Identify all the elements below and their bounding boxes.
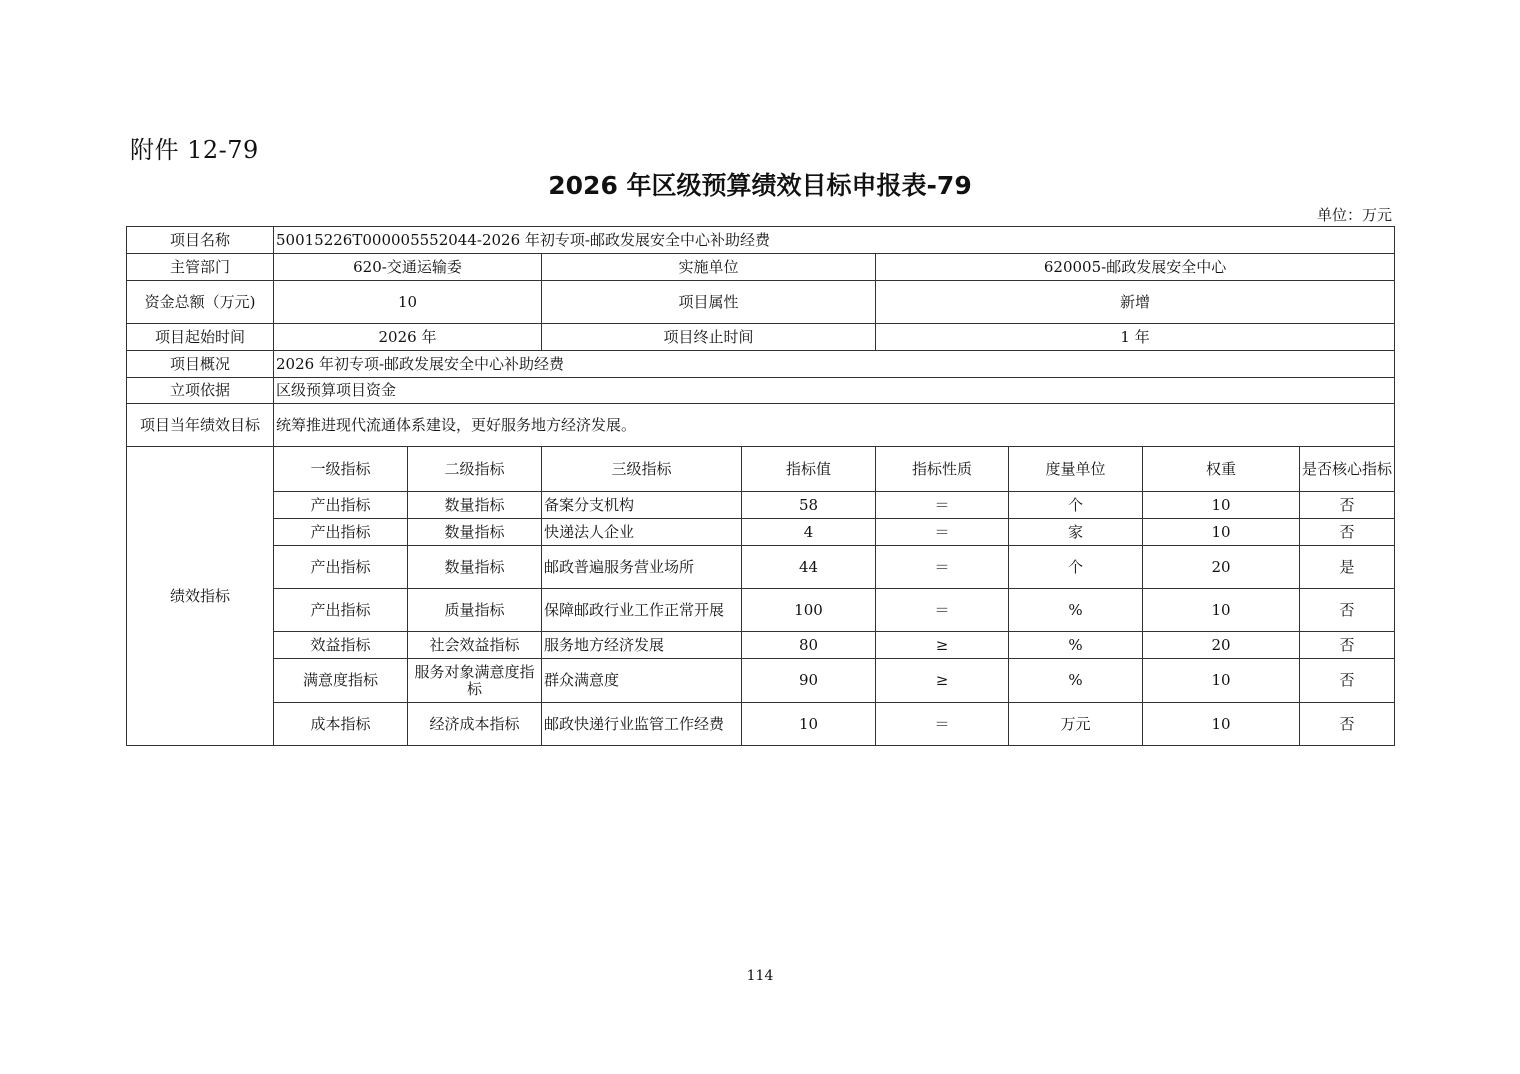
cell-nature: ≥ bbox=[876, 632, 1009, 659]
table-row bbox=[127, 519, 1395, 546]
goal-row bbox=[127, 404, 1395, 447]
overview-value: 2026 年初专项-邮政发展安全中心补助经费 bbox=[274, 351, 1395, 378]
cell-weight: 10 bbox=[1143, 703, 1300, 746]
cell-level2: 数量指标 bbox=[408, 519, 542, 546]
cell-nature: ＝ bbox=[876, 703, 1009, 746]
cell-level1: 满意度指标 bbox=[274, 659, 408, 703]
cell-nature: ＝ bbox=[876, 546, 1009, 589]
cell-core: 是 bbox=[1300, 546, 1395, 589]
end-value: 1 年 bbox=[876, 324, 1395, 351]
cell-value: 4 bbox=[742, 519, 876, 546]
cell-unit: % bbox=[1009, 632, 1143, 659]
project-name-value: 50015226T000005552044-2026 年初专项-邮政发展安全中心补助经费 bbox=[274, 227, 1395, 254]
indicator-header-row bbox=[127, 447, 1395, 492]
cell-unit: % bbox=[1009, 659, 1143, 703]
header-level2: 二级指标 bbox=[408, 447, 542, 492]
cell-level2: 社会效益指标 bbox=[408, 632, 542, 659]
cell-level3: 群众满意度 bbox=[542, 659, 742, 703]
performance-table bbox=[126, 226, 1395, 746]
fund-label: 资金总额（万元) bbox=[127, 281, 274, 324]
dept-label: 主管部门 bbox=[127, 254, 274, 281]
attr-value: 新增 bbox=[876, 281, 1395, 324]
cell-weight: 10 bbox=[1143, 589, 1300, 632]
page-number: 114 bbox=[746, 968, 774, 984]
basis-label: 立项依据 bbox=[127, 378, 274, 404]
cell-level1: 成本指标 bbox=[274, 703, 408, 746]
cell-value: 90 bbox=[742, 659, 876, 703]
table-row bbox=[127, 703, 1395, 746]
cell-level3: 服务地方经济发展 bbox=[542, 632, 742, 659]
cell-level1: 产出指标 bbox=[274, 519, 408, 546]
dept-row bbox=[127, 254, 1395, 281]
cell-nature: ＝ bbox=[876, 589, 1009, 632]
cell-core: 否 bbox=[1300, 659, 1395, 703]
cell-weight: 10 bbox=[1143, 659, 1300, 703]
cell-value: 100 bbox=[742, 589, 876, 632]
cell-weight: 10 bbox=[1143, 492, 1300, 519]
cell-core: 否 bbox=[1300, 519, 1395, 546]
impl-value: 620005-邮政发展安全中心 bbox=[876, 254, 1395, 281]
attachment-label: 附件 12-79 bbox=[130, 136, 259, 164]
cell-level3: 邮政快递行业监管工作经费 bbox=[542, 703, 742, 746]
cell-level2: 数量指标 bbox=[408, 492, 542, 519]
cell-level2: 数量指标 bbox=[408, 546, 542, 589]
cell-level3: 备案分支机构 bbox=[542, 492, 742, 519]
start-value: 2026 年 bbox=[274, 324, 542, 351]
fund-row bbox=[127, 281, 1395, 324]
cell-level2: 质量指标 bbox=[408, 589, 542, 632]
header-nature: 指标性质 bbox=[876, 447, 1009, 492]
impl-label: 实施单位 bbox=[542, 254, 876, 281]
cell-unit: 万元 bbox=[1009, 703, 1143, 746]
cell-level1: 产出指标 bbox=[274, 492, 408, 519]
cell-value: 80 bbox=[742, 632, 876, 659]
cell-weight: 10 bbox=[1143, 519, 1300, 546]
cell-core: 否 bbox=[1300, 632, 1395, 659]
cell-weight: 20 bbox=[1143, 632, 1300, 659]
cell-value: 44 bbox=[742, 546, 876, 589]
project-name-row bbox=[127, 227, 1395, 254]
cell-level1: 效益指标 bbox=[274, 632, 408, 659]
cell-level1: 产出指标 bbox=[274, 546, 408, 589]
period-row bbox=[127, 324, 1395, 351]
indicator-section-label: 绩效指标 bbox=[127, 447, 274, 746]
end-label: 项目终止时间 bbox=[542, 324, 876, 351]
table-row bbox=[127, 632, 1395, 659]
cell-nature: ＝ bbox=[876, 492, 1009, 519]
overview-row bbox=[127, 351, 1395, 378]
cell-level1: 产出指标 bbox=[274, 589, 408, 632]
overview-label: 项目概况 bbox=[127, 351, 274, 378]
page-title: 2026 年区级预算绩效目标申报表-79 bbox=[548, 171, 972, 200]
cell-core: 否 bbox=[1300, 589, 1395, 632]
header-core: 是否核心指标 bbox=[1300, 447, 1395, 492]
cell-level2: 经济成本指标 bbox=[408, 703, 542, 746]
cell-core: 否 bbox=[1300, 492, 1395, 519]
cell-value: 58 bbox=[742, 492, 876, 519]
header-weight: 权重 bbox=[1143, 447, 1300, 492]
cell-unit: 家 bbox=[1009, 519, 1143, 546]
cell-level3: 邮政普遍服务营业场所 bbox=[542, 546, 742, 589]
unit-label: 单位：万元 bbox=[1316, 206, 1392, 224]
cell-level3: 快递法人企业 bbox=[542, 519, 742, 546]
fund-value: 10 bbox=[274, 281, 542, 324]
cell-level3: 保障邮政行业工作正常开展 bbox=[542, 589, 742, 632]
cell-unit: 个 bbox=[1009, 492, 1143, 519]
table-row bbox=[127, 492, 1395, 519]
header-level3: 三级指标 bbox=[542, 447, 742, 492]
cell-unit: % bbox=[1009, 589, 1143, 632]
cell-nature: ≥ bbox=[876, 659, 1009, 703]
table-row bbox=[127, 546, 1395, 589]
cell-value: 10 bbox=[742, 703, 876, 746]
table-row bbox=[127, 589, 1395, 632]
cell-nature: ＝ bbox=[876, 519, 1009, 546]
header-level1: 一级指标 bbox=[274, 447, 408, 492]
start-label: 项目起始时间 bbox=[127, 324, 274, 351]
cell-level2: 服务对象满意度指标 bbox=[408, 659, 542, 703]
cell-unit: 个 bbox=[1009, 546, 1143, 589]
project-name-label: 项目名称 bbox=[127, 227, 274, 254]
basis-row bbox=[127, 378, 1395, 404]
goal-value: 统筹推进现代流通体系建设，更好服务地方经济发展。 bbox=[274, 404, 1395, 447]
header-value: 指标值 bbox=[742, 447, 876, 492]
cell-core: 否 bbox=[1300, 703, 1395, 746]
header-unit: 度量单位 bbox=[1009, 447, 1143, 492]
attr-label: 项目属性 bbox=[542, 281, 876, 324]
table-row bbox=[127, 659, 1395, 703]
cell-weight: 20 bbox=[1143, 546, 1300, 589]
goal-label: 项目当年绩效目标 bbox=[127, 404, 274, 447]
dept-value: 620-交通运输委 bbox=[274, 254, 542, 281]
basis-value: 区级预算项目资金 bbox=[274, 378, 1395, 404]
